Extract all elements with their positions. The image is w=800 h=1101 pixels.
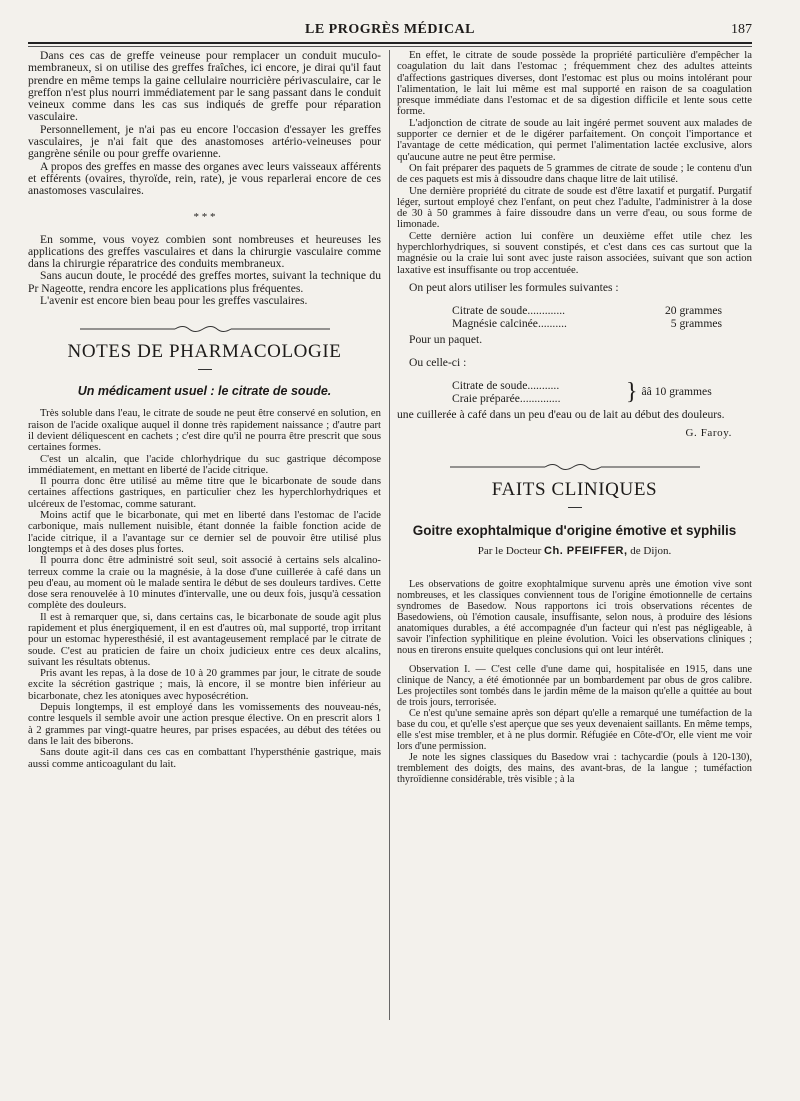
paragraph: Sans doute agit-il dans ces cas en combattant l'hypersthénie gastrique, mais aussi comme anticoagulant du lait. <box>28 746 381 770</box>
paragraph: C'est un alcalin, que l'acide chlorhydrique du suc gastrique décompose immédiatement, en mettant en liberté de l'acide citrique. <box>28 452 381 476</box>
paragraph: Il pourra donc être utilisé au même titre que le bicarbonate de soude dans certaines affections gastriques, en particulier chez les hyperchlorhydriques et ulcéreux de l'estomac, comme saturant. <box>28 475 381 510</box>
author-name: Ch. PFEIFFER, <box>544 545 628 558</box>
paragraph: Très soluble dans l'eau, le citrate de soude ne peut être conservé en solution, en raison de l'acide oxalique auquel il donne très rapidement naissance ; d'autre part il devient déliquescent en cachets ; c'est dire qu'il ne pourra être prescrit que sous certaines formes. <box>28 407 381 454</box>
page-number: 187 <box>731 22 752 37</box>
section-title: NOTES DE PHARMACOLOGIE <box>67 341 342 363</box>
paragraph: Moins actif que le bicarbonate, qui met en liberté dans l'estomac de l'acide carbonique, mais nullement nuisible, étant donnée la faible fonction acide de l'acide citrique, il a l'avantage sur ce dernier sel de pouvoir être utilisé plus longtemps et à des doses plus fortes. <box>28 509 381 555</box>
running-header <box>28 22 752 44</box>
ingredient-name: Craie préparée.............. <box>452 391 561 405</box>
ingredient-name: Citrate de soude............. <box>452 304 566 318</box>
paragraph: Depuis longtemps, il est employé dans les vomissements des nouveau-nés, contre lesquels il semble avoir une action presque élective. On en prescrit alors 1 à 2 grammes par vingt-quatre heures, par prises espacées, au début des tétées ou dans le lait des biberons. <box>28 701 381 747</box>
section-title: FAITS CLINIQUES <box>491 479 658 501</box>
paragraph: Observation I. — C'est celle d'une dame qui, hospitalisée en 1915, dans une clinique de Nancy, a été émotionnée par un bombardement par obus de gros calibre. Les projectiles sont tombés dans le jardin même de la maison qu'elle a quittée au bout de trois jours, terrorisée. <box>397 664 752 709</box>
byline <box>397 545 752 557</box>
paragraph: Il est à remarquer que, si, dans certains cas, le bicarbonate de soude agit plus rapidement et plus énergiquement, il en est d'autres où, mal supporté, trop irritant pour un estomac hyperesthésié, il est avantageusement remplacé par le citrate de soude. C'est au praticien de faire un choix judicieux entre ces deux alcalins, suivant les résultats obtenus. <box>28 610 381 668</box>
formula-alt-intro: Ou celle-ci : <box>409 355 467 369</box>
paragraph: On fait préparer des paquets de 5 grammes de citrate de soude ; le contenu d'un de ces paquets est mis à dissoudre dans chaque litre de lait utilisé. <box>397 161 752 186</box>
paragraph: Sans aucun doute, le procédé des greffes mortes, suivant la technique du Pr Nageotte, rendra encore les applications plus fréquentes. <box>28 269 381 295</box>
paragraph: Cette dernière action lui confère un deuxième effet utile chez les hyperchlorhydriques, si souvent constipés, et c'est dans ces cas surtout que la magnésie ou la craie lui sont avec juste raison associées, suivant que son action laxative est insuffisante ou trop accentuée. <box>397 229 752 276</box>
paragraph: En somme, vous voyez combien sont nombreuses et heureuses les applications des greffes vasculaires et dans la chirurgie vasculaire comme dans la chirurgie réparatrice des conduits membraneux. <box>28 232 381 271</box>
paragraph: A propos des greffes en masse des organes avec leurs vaisseaux afférents et efférents (ovaires, thyroïde, rein, rate), je vous reparlerai encore de ces anastomoses vasculaires. <box>28 159 381 198</box>
ingredient-name: Magnésie calcinée.......... <box>452 317 567 331</box>
title-rule <box>568 507 582 508</box>
formula-dose: une cuillerée à café dans un peu d'eau ou de lait au début des douleurs. <box>397 407 725 421</box>
paragraph: Les observations de goitre exophtalmique survenu après une émotion vive sont nombreuses, et les classiques conviennent tous de l'origine émotionnelle de certains syndromes de Basedow. Nous rapportons ici trois observations récentes de Basedowiens, où l'émotion causale, insuffisante, selon nous, à produire des lésions anatomiques durables, a été accompagnée d'un facteur qui n'est pas négligeable, à savoir l'infection syphilitique en pleine évolution. Voici les observations cliniques ; nous en tirerons ensuite quelques conclusions qui ont leur intérêt. <box>397 579 752 657</box>
article-title: Goitre exophtalmique d'origine émotive et syphilis <box>412 523 737 539</box>
formula-two <box>397 379 752 405</box>
byline-suffix: de Dijon. <box>630 545 672 558</box>
ingredient-quantity: 5 grammes <box>670 317 722 331</box>
ingredient-name: Citrate de soude........... <box>452 378 560 392</box>
author-signature: G. Faroy. <box>685 427 732 440</box>
paragraph: Il pourra donc être administré soit seul, soit associé à certains sels alcalino-terreux comme la craie ou la magnésie, à la dose d'une cuillerée à café dans un peu d'eau, au moment où le malade sentira le début de ses douleurs tardives. Cette dose sera renouvelée à 10 minutes d'intervalle, une ou deux fois, jusqu'à cessation complète des douleurs. <box>28 554 381 612</box>
paragraph: L'adjonction de citrate de soude au lait ingéré permet souvent aux malades de supporter ce dernier et de le digérer parfaitement. On conçoit l'importance et l'avantage de cette médication, qui permet l'alimentation lactée exclusive, alors qu'aucune autre ne peut être permise. <box>397 116 752 163</box>
column-divider <box>389 50 390 1020</box>
ingredient-quantity: ââ 10 grammes <box>641 385 712 399</box>
formulas-intro: On peut alors utiliser les formules suivantes : <box>409 280 619 294</box>
paragraph: Ce n'est qu'une semaine après son départ qu'elle a remarqué une tuméfaction de la base du cou, et qu'elle s'est aperçue que ses yeux devenaient saillants. En même temps, elle s'est mise trembler, et à ne plus dormir. Réfugiée en Côte-d'Or, elle vient me voir lors d'une permission. <box>397 708 752 753</box>
byline-prefix: Par le Docteur <box>477 545 542 558</box>
ornament-divider <box>397 459 752 469</box>
article-subtitle: Un médicament usuel : le citrate de soude. <box>77 384 332 399</box>
right-column <box>397 50 752 1093</box>
paragraph: Une dernière propriété du citrate de soude est d'être laxatif et purgatif. Purgatif léger, surtout employé chez l'enfant, on peut chez l'adulte, l'administrer à la dose de 30 à 50 grammes à faire dissoudre dans un verre d'eau, ou sous forme de limonade. <box>397 184 752 231</box>
ingredient-quantity: 20 grammes <box>665 304 722 318</box>
header-rule <box>28 46 752 47</box>
title-rule <box>198 369 212 370</box>
left-column <box>28 50 381 1093</box>
ornament-divider <box>28 321 381 331</box>
journal-title: LE PROGRÈS MÉDICAL <box>304 22 476 37</box>
asterism-separator: * * * <box>193 210 216 223</box>
paragraph: Pris avant les repas, à la dose de 10 à 20 grammes par jour, le citrate de soude excite la sécrétion gastrique ; mais, là encore, il se montre bien inférieur au bicarbonate, chez les atoniques avec hyposécrétion. <box>28 667 381 702</box>
paragraph: Personnellement, je n'ai pas eu encore l'occasion d'essayer les greffes vasculaires, je n'ai fait que des anastomoses artério-veineuses pour gangrène sénile ou pour greffe ovarienne. <box>28 122 381 161</box>
brace-glyph: } <box>626 378 638 405</box>
paragraph: Dans ces cas de greffe veineuse pour remplacer un conduit muculo-membraneux, si on utilise des greffes fraîches, ici encore, je dirai qu'il faut prendre en même temps la gaine cellulaire nourricière périvasculaire, car le greffon n'est plus nourri immédiatement par le sang passant dans le conduit veineux comme dans les cas sus indiqués de greffe pour réparation vasculaire. <box>28 50 381 124</box>
paragraph: L'avenir est encore bien beau pour les greffes vasculaires. <box>40 294 308 308</box>
formula-note: Pour un paquet. <box>409 333 483 347</box>
paragraph: Je note les signes classiques du Basedow vrai : tachycardie (pouls à 120-130), tremblement des doigts, des mains, des avant-bras, de la langue ; tuméfaction thyroïdienne considérable, très visible ; à la <box>397 752 752 786</box>
paragraph: En effet, le citrate de soude possède la propriété particulière d'empêcher la coagulation du lait dans l'estomac ; fréquemment chez des adultes atteints d'affections gastriques diverses, dont l'estomac est plus ou moins intolérant pour l'alimentation, le lait lui même est mal supporté en raison de sa coagulation presque immédiate dans l'estomac et de sa digestion difficile et lente sous cette forme. <box>397 50 752 118</box>
formula-one <box>397 304 752 330</box>
